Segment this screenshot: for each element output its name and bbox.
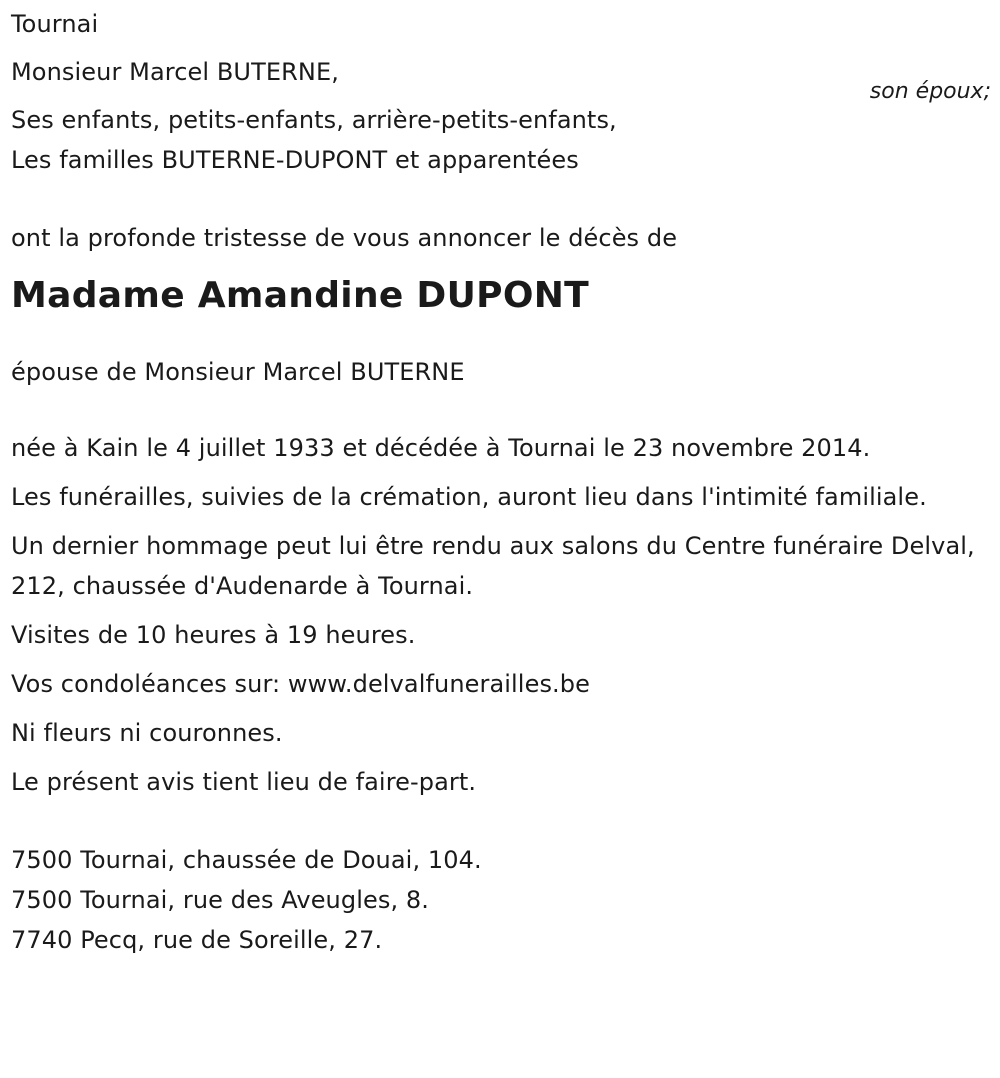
address-line: 7500 Tournai, rue des Aveugles, 8. xyxy=(11,886,429,914)
spouse-name: Monsieur Marcel BUTERNE, xyxy=(11,58,339,86)
spacer xyxy=(11,180,991,218)
visiting-hours: Visites de 10 heures à 19 heures. xyxy=(11,621,416,649)
condolences-website: Vos condoléances sur: www.delvalfunerailles.be xyxy=(11,670,590,698)
deceased-name: Madame Amandine DUPONT xyxy=(11,275,590,316)
deceased-relation: épouse de Monsieur Marcel BUTERNE xyxy=(11,358,465,386)
spouse-row xyxy=(11,52,991,104)
location-header: Tournai xyxy=(11,10,99,38)
birth-death-dates: née à Kain le 4 juillet 1933 et décédée à Tournai le 23 novembre 2014. xyxy=(11,434,871,462)
family-line: Les familles BUTERNE-DUPONT et apparentées xyxy=(11,146,579,174)
no-flowers-notice: Ni fleurs ni couronnes. xyxy=(11,719,283,747)
obituary-notice xyxy=(11,4,991,960)
address-line: 7500 Tournai, chaussée de Douai, 104. xyxy=(11,846,482,874)
spacer xyxy=(11,802,991,840)
spouse-role: son époux; xyxy=(869,79,991,104)
address-line: 7740 Pecq, rue de Soreille, 27. xyxy=(11,926,383,954)
spacer xyxy=(11,392,991,428)
homage-info: Un dernier hommage peut lui être rendu aux salons du Centre funéraire Delval, 212, chaussée d'Audenarde à Tournai. xyxy=(11,532,975,600)
spacer xyxy=(11,258,991,266)
spacer xyxy=(11,44,991,52)
notice-disclaimer: Le présent avis tient lieu de faire-part. xyxy=(11,768,477,796)
spacer xyxy=(11,326,991,352)
family-line: Ses enfants, petits-enfants, arrière-petits-enfants, xyxy=(11,106,617,134)
funeral-info: Les funérailles, suivies de la crémation, auront lieu dans l'intimité familiale. xyxy=(11,483,927,511)
announcement-text: ont la profonde tristesse de vous annoncer le décès de xyxy=(11,224,678,252)
